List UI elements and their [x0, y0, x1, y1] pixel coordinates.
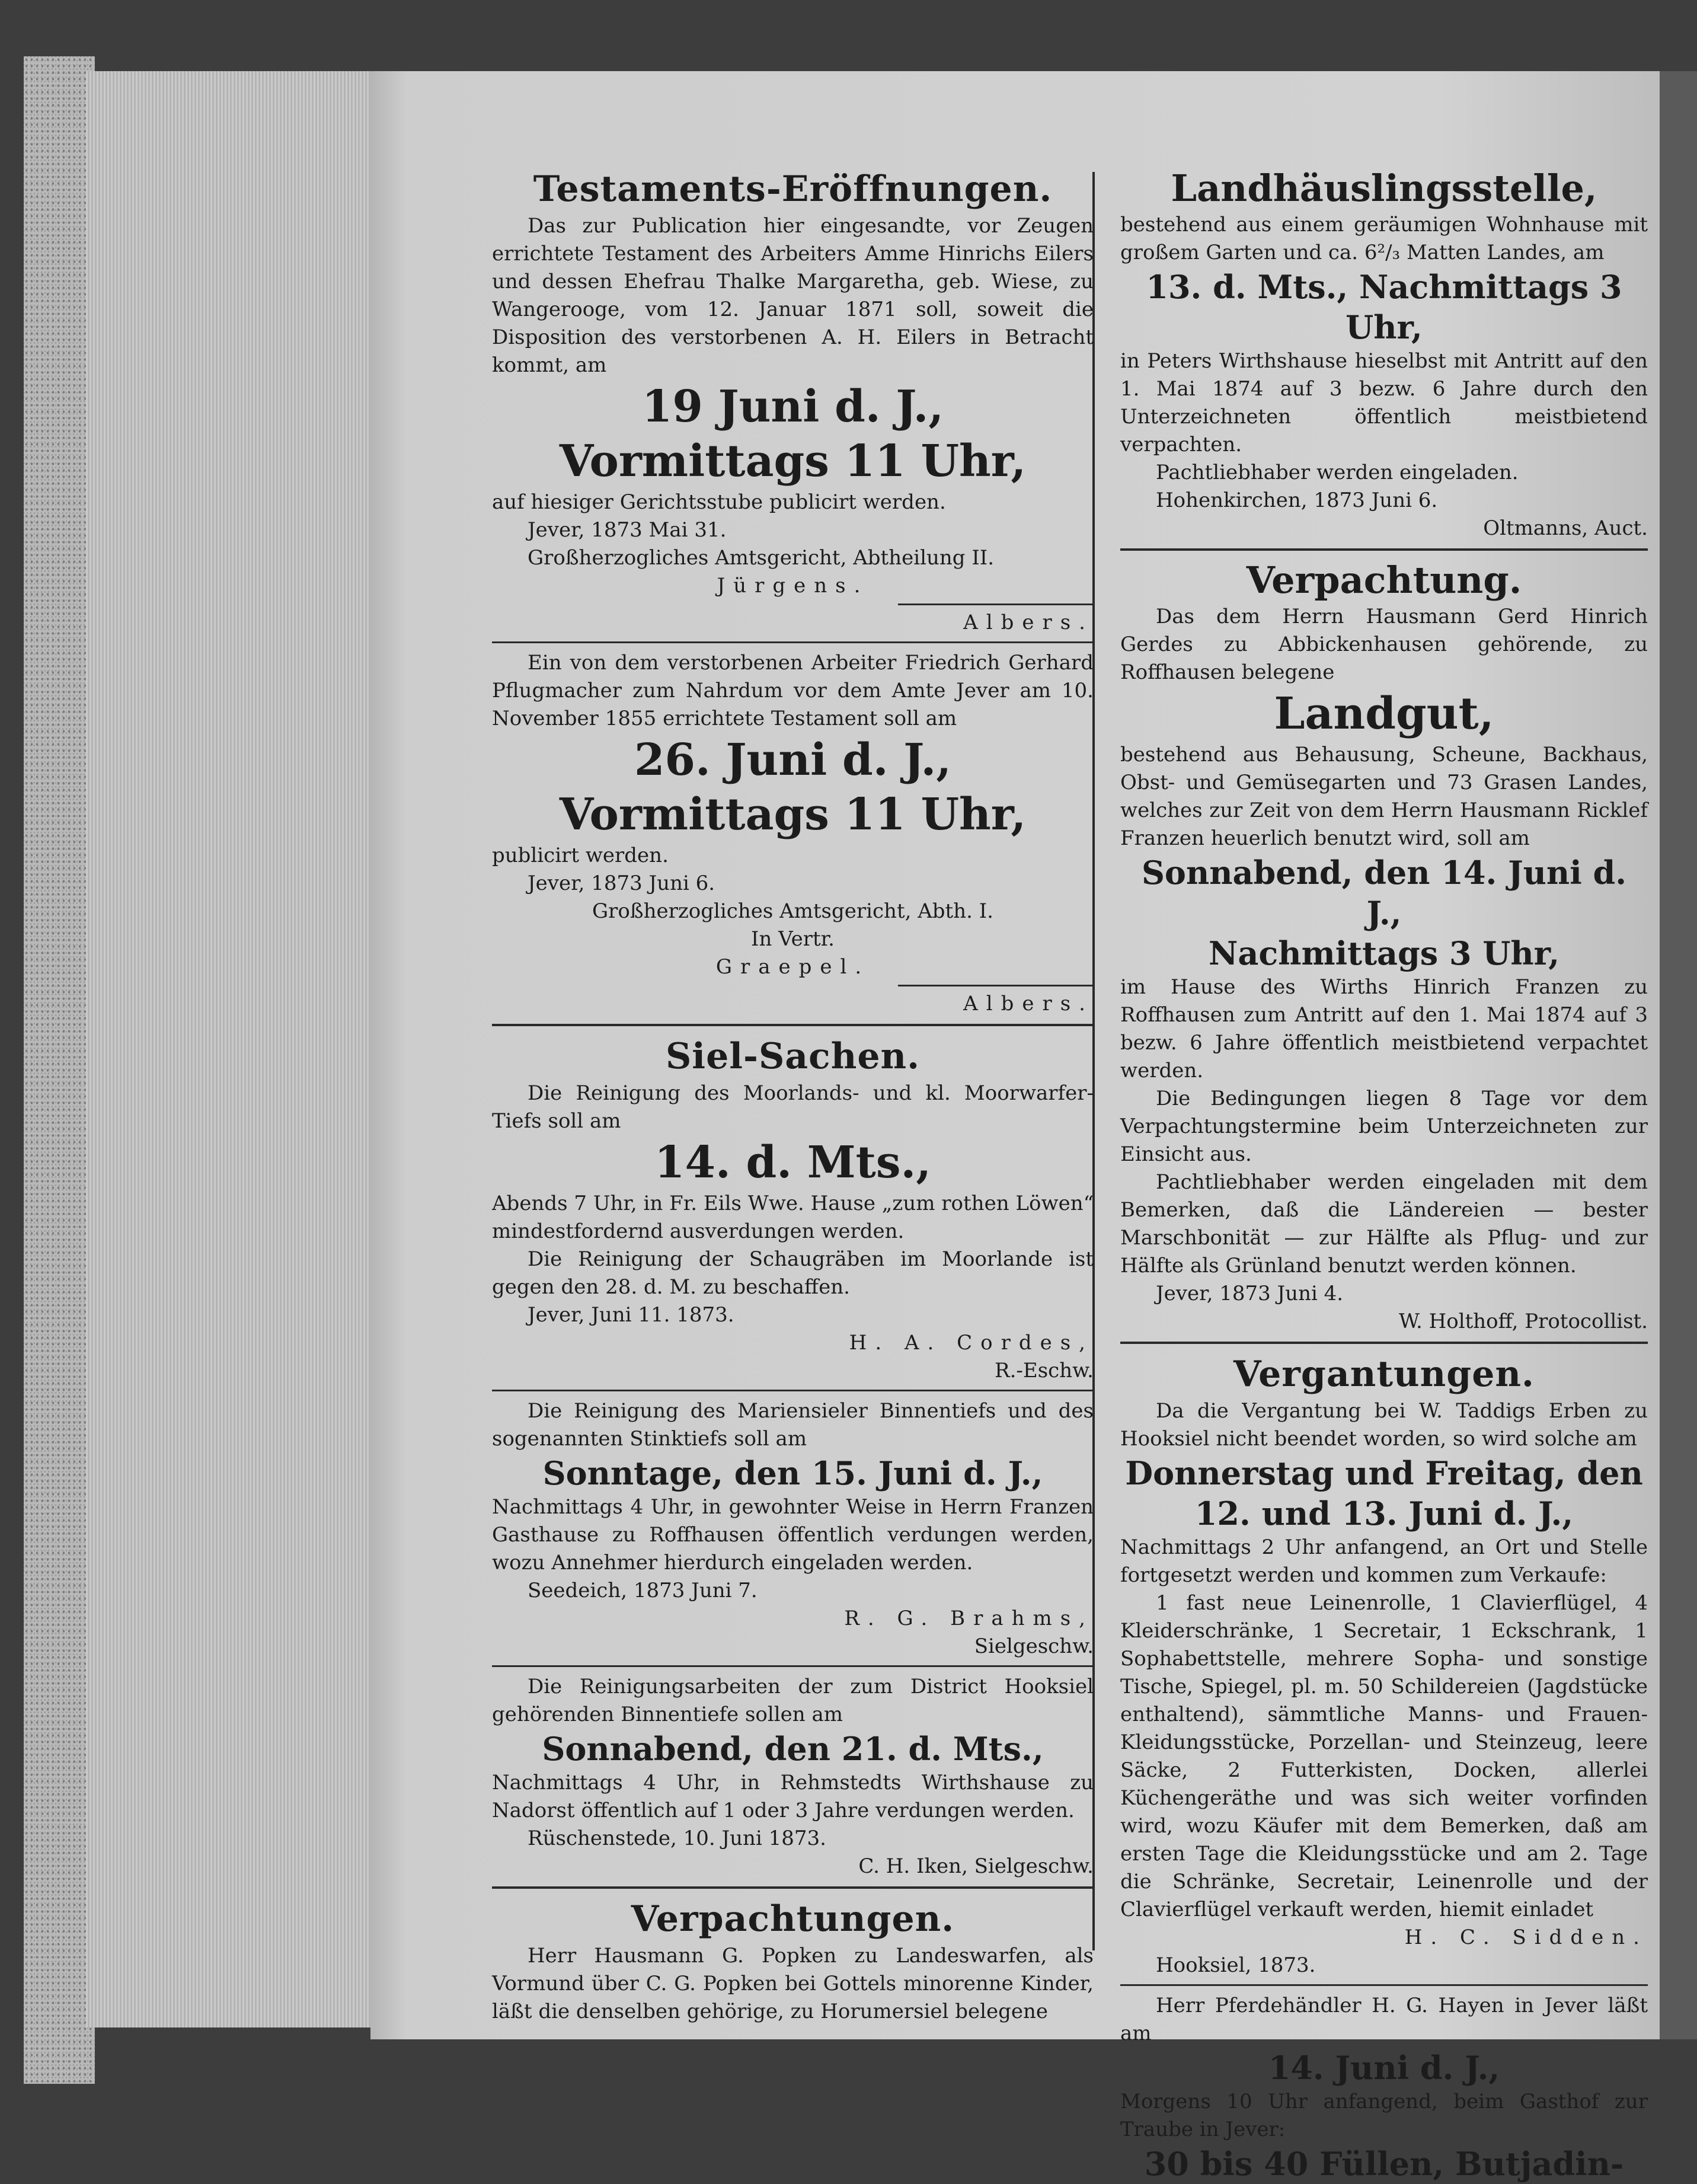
- verpachtung-body-5: Pachtliebhaber werden eingeladen mit dem Bemerken, daß die Ländereien — bester Marschbonität — zur Hälfte als Pflug- und zur Hälfte als Grünland benutzt werden können.: [1120, 1170, 1648, 1278]
- siel-signature: H. A. Cordes,: [849, 1331, 1094, 1355]
- siel-body-2: Abends 7 Uhr, in Fr. Eils Wwe. Hause „zum rothen Löwen“ mindestfordernd ausverdungen werden.: [492, 1192, 1094, 1243]
- signature-rule: [898, 985, 1094, 986]
- pferde-body: Herr Pferdehändler H. G. Hayen in Jever läßt am: [1120, 1994, 1648, 2045]
- siel-place: Jever, Juni 11. 1873.: [528, 1303, 734, 1327]
- landhaus-place: Hohenkirchen, 1873 Juni 6.: [1156, 488, 1438, 512]
- divider: [1120, 548, 1648, 551]
- verpachtung-body-2: bestehend aus Behausung, Scheune, Backhaus, Obst- und Gemüsegarten und 73 Grasen Landes, welches zur Zeit von dem Herrn Hausmann Ricklef Franzen heuerlich benutzt wird, soll am: [1120, 743, 1648, 850]
- landhaus-date: 13. d. Mts., Nachmittags 3 Uhr,: [1146, 268, 1622, 346]
- verpachtung-time: Nachmittags 3 Uhr,: [1208, 934, 1560, 972]
- verpachtung-body-4: Die Bedingungen liegen 8 Tage vor dem Verpachtungstermine beim Unterzeichneten zur Einsicht aus.: [1120, 1087, 1648, 1166]
- testament-body: Das zur Publication hier eingesandte, vor Zeugen errichtete Testament des Arbeiters Amme Hinrichs Eilers und dessen Ehefrau Thalke Margaretha, geb. Wiese, zu Wangerooge, vom 12. Januar 1871 soll, soweit die Disposition des verstorbenen A. H. Eilers in Betracht kommt, am: [492, 214, 1094, 377]
- siel-signature-role: R.-Eschw.: [995, 1359, 1094, 1382]
- hooksiel-date: Sonnabend, den 21. d. Mts.,: [542, 1730, 1044, 1768]
- marien-date: Sonntage, den 15. Juni d. J.,: [542, 1454, 1043, 1492]
- signature-rule: [898, 604, 1094, 605]
- vergantungen-date-2: 12. und 13. Juni d. J.,: [1194, 1495, 1574, 1532]
- marien-body-2: Nachmittags 4 Uhr, in gewohnter Weise in Herrn Franzen Gasthause zu Roffhausen öffentlich verdungen werden, wozu Annehmer hierdurch eingeladen werden.: [492, 1495, 1094, 1575]
- marien-signature-role: Sielgeschw.: [974, 1634, 1094, 1658]
- verpachtung-date: Sonnabend, den 14. Juni d. J.,: [1141, 854, 1627, 932]
- hooksiel-signature: C. H. Iken, Sielgeschw.: [858, 1854, 1094, 1878]
- testament-date: 19 Juni d. J.,: [641, 381, 944, 432]
- hooksiel-place: Rüschenstede, 10. Juni 1873.: [528, 1827, 826, 1850]
- divider: [492, 1665, 1094, 1667]
- vergantungen-body-2: Nachmittags 2 Uhr anfangend, an Ort und Stelle fortgesetzt werden und kommen zum Verkaufe:: [1120, 1535, 1648, 1587]
- landhaus-signature: Oltmanns, Auct.: [1483, 516, 1648, 540]
- divider: [492, 1024, 1094, 1026]
- divider: [1120, 1984, 1648, 1986]
- marien-signature: R. G. Brahms,: [844, 1607, 1094, 1630]
- divider: [492, 641, 1094, 643]
- pferde-last-line: 30 bis 40 Füllen, Butjadin-: [1144, 2145, 1624, 2183]
- vergantungen-body-3: 1 fast neue Leinenrolle, 1 Clavierflügel, 4 Kleiderschränke, 1 Secretair, 1 Eckschrank, 1 Sophabettstelle, mehrere Sopha- und sonstige Tische, Spiegel, pl. m. 50 Schildereien (Jagdstücke enthaltend), sämmtliche Manns- und Frauen-Kleidungsstücke, Porzellan- und Steinzeug, leere Säcke, 2 Futterkisten, Docken, allerlei Küchengeräthe und was sich weiter vorfinden wird, wozu Käufer mit dem Bemerken, daß am ersten Tage die Kleidungsstücke und am 2. Tage die Schränke, Secretair, Leinenrolle und der Clavierflügel verkauft werden, hiemit einladet: [1120, 1591, 1648, 1921]
- siel-date: 14. d. Mts.,: [654, 1137, 932, 1188]
- binding-edge: [1660, 71, 1697, 2039]
- testament-signature-2: Albers.: [963, 611, 1094, 634]
- newspaper-page: [370, 71, 1660, 2183]
- section-title-verpachtung: Verpachtung.: [1246, 558, 1522, 602]
- verpachtung-body-3: im Hause des Wirths Hinrich Franzen zu Roffhausen zum Antritt auf den 1. Mai 1874 auf 3 bezw. 6 Jahre öffentlich meistbietend verpachtet werden.: [1120, 975, 1648, 1083]
- verpachtung-place: Jever, 1873 Juni 4.: [1156, 1282, 1344, 1305]
- verpachtung-signature: W. Holthoff, Protocollist.: [1399, 1310, 1648, 1333]
- landhaus-body-3: Pachtliebhaber werden eingeladen.: [1156, 461, 1519, 484]
- testament-court: Großherzogliches Amtsgericht, Abtheilung II.: [528, 546, 994, 570]
- testament2-vertr: In Vertr.: [751, 927, 835, 951]
- divider: [492, 1886, 1094, 1889]
- testament2-body: Ein von dem verstorbenen Arbeiter Friedrich Gerhard Pflugmacher zum Nahrdum vor dem Amte Jever am 10. November 1855 errichtete Testament soll am: [492, 651, 1094, 730]
- pferde-date: 14. Juni d. J.,: [1268, 2049, 1500, 2087]
- testament-place: Jever, 1873 Mai 31.: [528, 518, 727, 542]
- testament2-court: Großherzogliches Amtsgericht, Abth. I.: [592, 899, 993, 923]
- verpachtung-landgut: Landgut,: [1274, 688, 1494, 739]
- landhaus-body: bestehend aus einem geräumigen Wohnhause mit großem Garten und ca. 6²/₃ Matten Landes, am: [1120, 213, 1648, 264]
- marien-place: Seedeich, 1873 Juni 7.: [528, 1579, 758, 1602]
- pferde-body-2: Morgens 10 Uhr anfangend, beim Gasthof zur Traube in Jever:: [1120, 2090, 1648, 2141]
- testament-after: auf hiesiger Gerichtsstube publicirt werden.: [492, 490, 946, 514]
- divider: [492, 1390, 1094, 1391]
- divider: [1120, 1342, 1648, 1344]
- landhaus-body-2: in Peters Wirthshause hieselbst mit Antritt auf den 1. Mai 1874 auf 3 bezw. 6 Jahre durch den Unterzeichneten öffentlich meistbietend verpachten.: [1120, 349, 1648, 456]
- testament-signature-1: Jürgens.: [717, 574, 869, 598]
- testament-time: Vormittags 11 Uhr,: [559, 436, 1027, 487]
- testament2-signature-2: Albers.: [963, 992, 1094, 1016]
- siel-body-3: Die Reinigung der Schaugräben im Moorlande ist gegen den 28. d. M. zu beschaffen.: [492, 1247, 1094, 1299]
- vergantungen-body: Da die Vergantung bei W. Taddigs Erben zu Hooksiel nicht beendet worden, so wird solche am: [1120, 1399, 1648, 1451]
- siel-body: Die Reinigung des Moorlands- und kl. Moorwarfer-Tiefs soll am: [492, 1081, 1094, 1133]
- verpachtungen-body: Herr Hausmann G. Popken zu Landeswarfen, als Vormund über C. G. Popken bei Gottels minorenne Kinder, läßt die denselben gehörige, zu Horumersiel belegene: [492, 1944, 1094, 2023]
- testament2-date: 26. Juni d. J.,: [634, 735, 952, 786]
- book-cover-edge: [24, 56, 95, 2084]
- section-title-siel: Siel-Sachen.: [665, 1036, 921, 1077]
- section-title-vergantungen: Vergantungen.: [1233, 1353, 1535, 1395]
- hooksiel-body: Die Reinigungsarbeiten der zum District Hooksiel gehörenden Binnentiefe sollen am: [492, 1675, 1094, 1726]
- hooksiel-body-2: Nachmittags 4 Uhr, in Rehmstedts Wirthshause zu Nadorst öffentlich auf 1 oder 3 Jahre verdungen werden.: [492, 1771, 1094, 1822]
- testament2-signature-1: Graepel.: [715, 955, 870, 979]
- section-title-landhaus: Landhäuslingsstelle,: [1171, 167, 1597, 210]
- right-column: [1120, 166, 1697, 2184]
- vergantungen-place: Hooksiel, 1873.: [1156, 1953, 1316, 1977]
- testament2-after: publicirt werden.: [492, 844, 669, 867]
- vergantungen-date-1: Donnerstag und Freitag, den: [1125, 1454, 1643, 1492]
- testament2-time: Vormittags 11 Uhr,: [559, 789, 1027, 840]
- testament2-place: Jever, 1873 Juni 6.: [528, 871, 715, 895]
- verpachtung-body: Das dem Herrn Hausmann Gerd Hinrich Gerdes zu Abbickenhausen gehörende, zu Roffhausen belegene: [1120, 605, 1648, 684]
- section-title-testament: Testaments-Eröffnungen.: [533, 168, 1053, 210]
- section-title-verpachtungen: Verpachtungen.: [631, 1898, 955, 1940]
- marien-body: Die Reinigung des Mariensieler Binnentiefs und des sogenannten Stinktiefs soll am: [492, 1399, 1094, 1451]
- page-stack-edges: [86, 71, 372, 2027]
- vergantungen-signature: H. C. Sidden.: [1404, 1926, 1648, 1949]
